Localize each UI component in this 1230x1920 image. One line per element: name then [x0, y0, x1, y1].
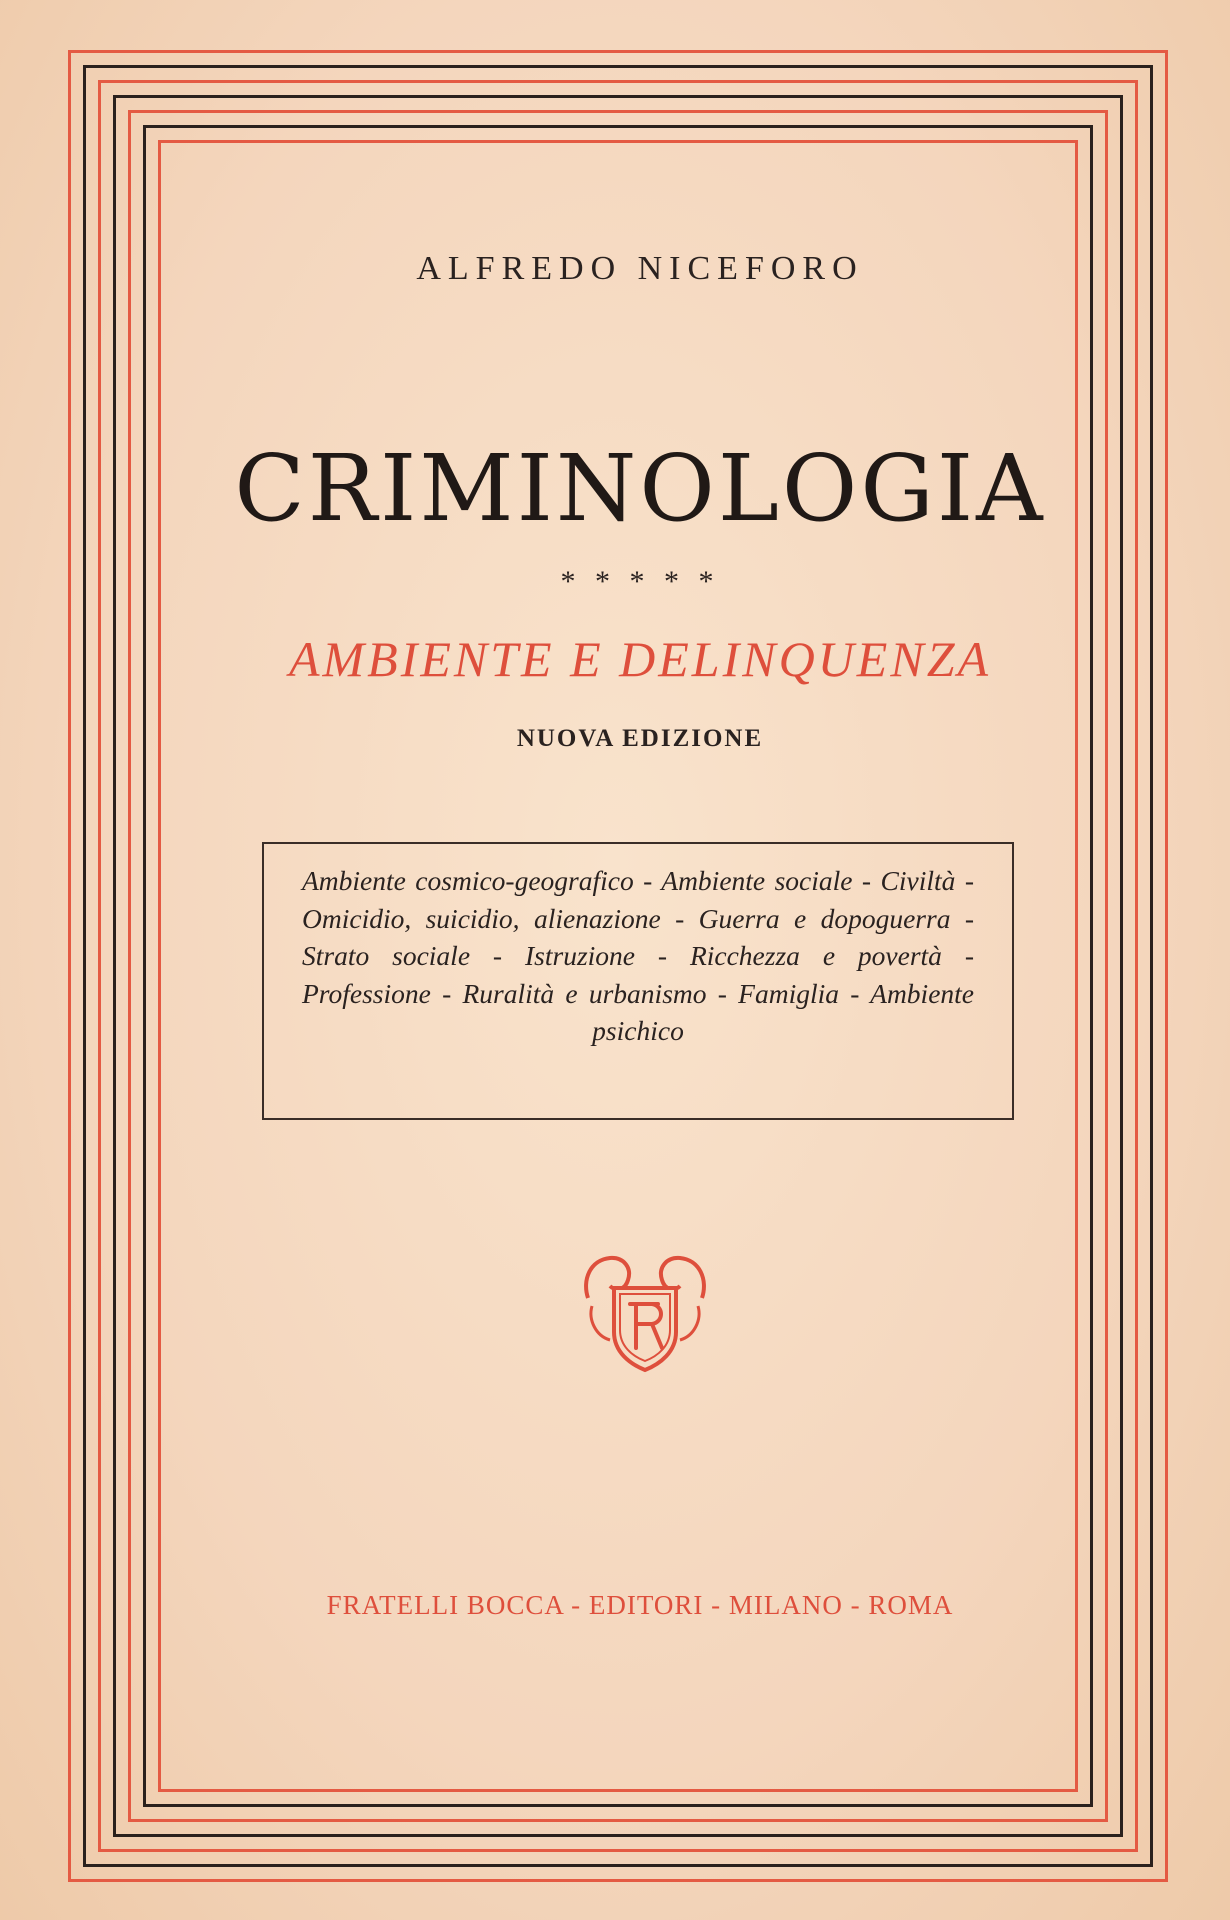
page-content [190, 170, 1090, 1770]
author-name: ALFREDO NICEFORO [416, 250, 864, 287]
publisher-imprint: FRATELLI BOCCA - EDITORI - MILANO - ROMA [326, 1590, 954, 1620]
book-title: CRIMINOLOGIA [234, 435, 1046, 542]
book-subtitle: AMBIENTE E DELINQUENZA [288, 631, 992, 687]
edition-label: NUOVA EDIZIONE [516, 725, 764, 752]
topics-box [262, 842, 1014, 1120]
publisher-device-icon [580, 1240, 710, 1375]
topics-list: Ambiente cosmico-geografico - Ambiente sociale - Civiltà - Omicidio, suicidio, alienazione - Guerra e dopoguerra - Strato sociale - Istruzione - Ricchezza e povertà - Professione - Ruralità e urbanismo - Famiglia - Ambiente psichico [302, 865, 974, 1046]
volume-stars: * * * * * [560, 565, 720, 598]
